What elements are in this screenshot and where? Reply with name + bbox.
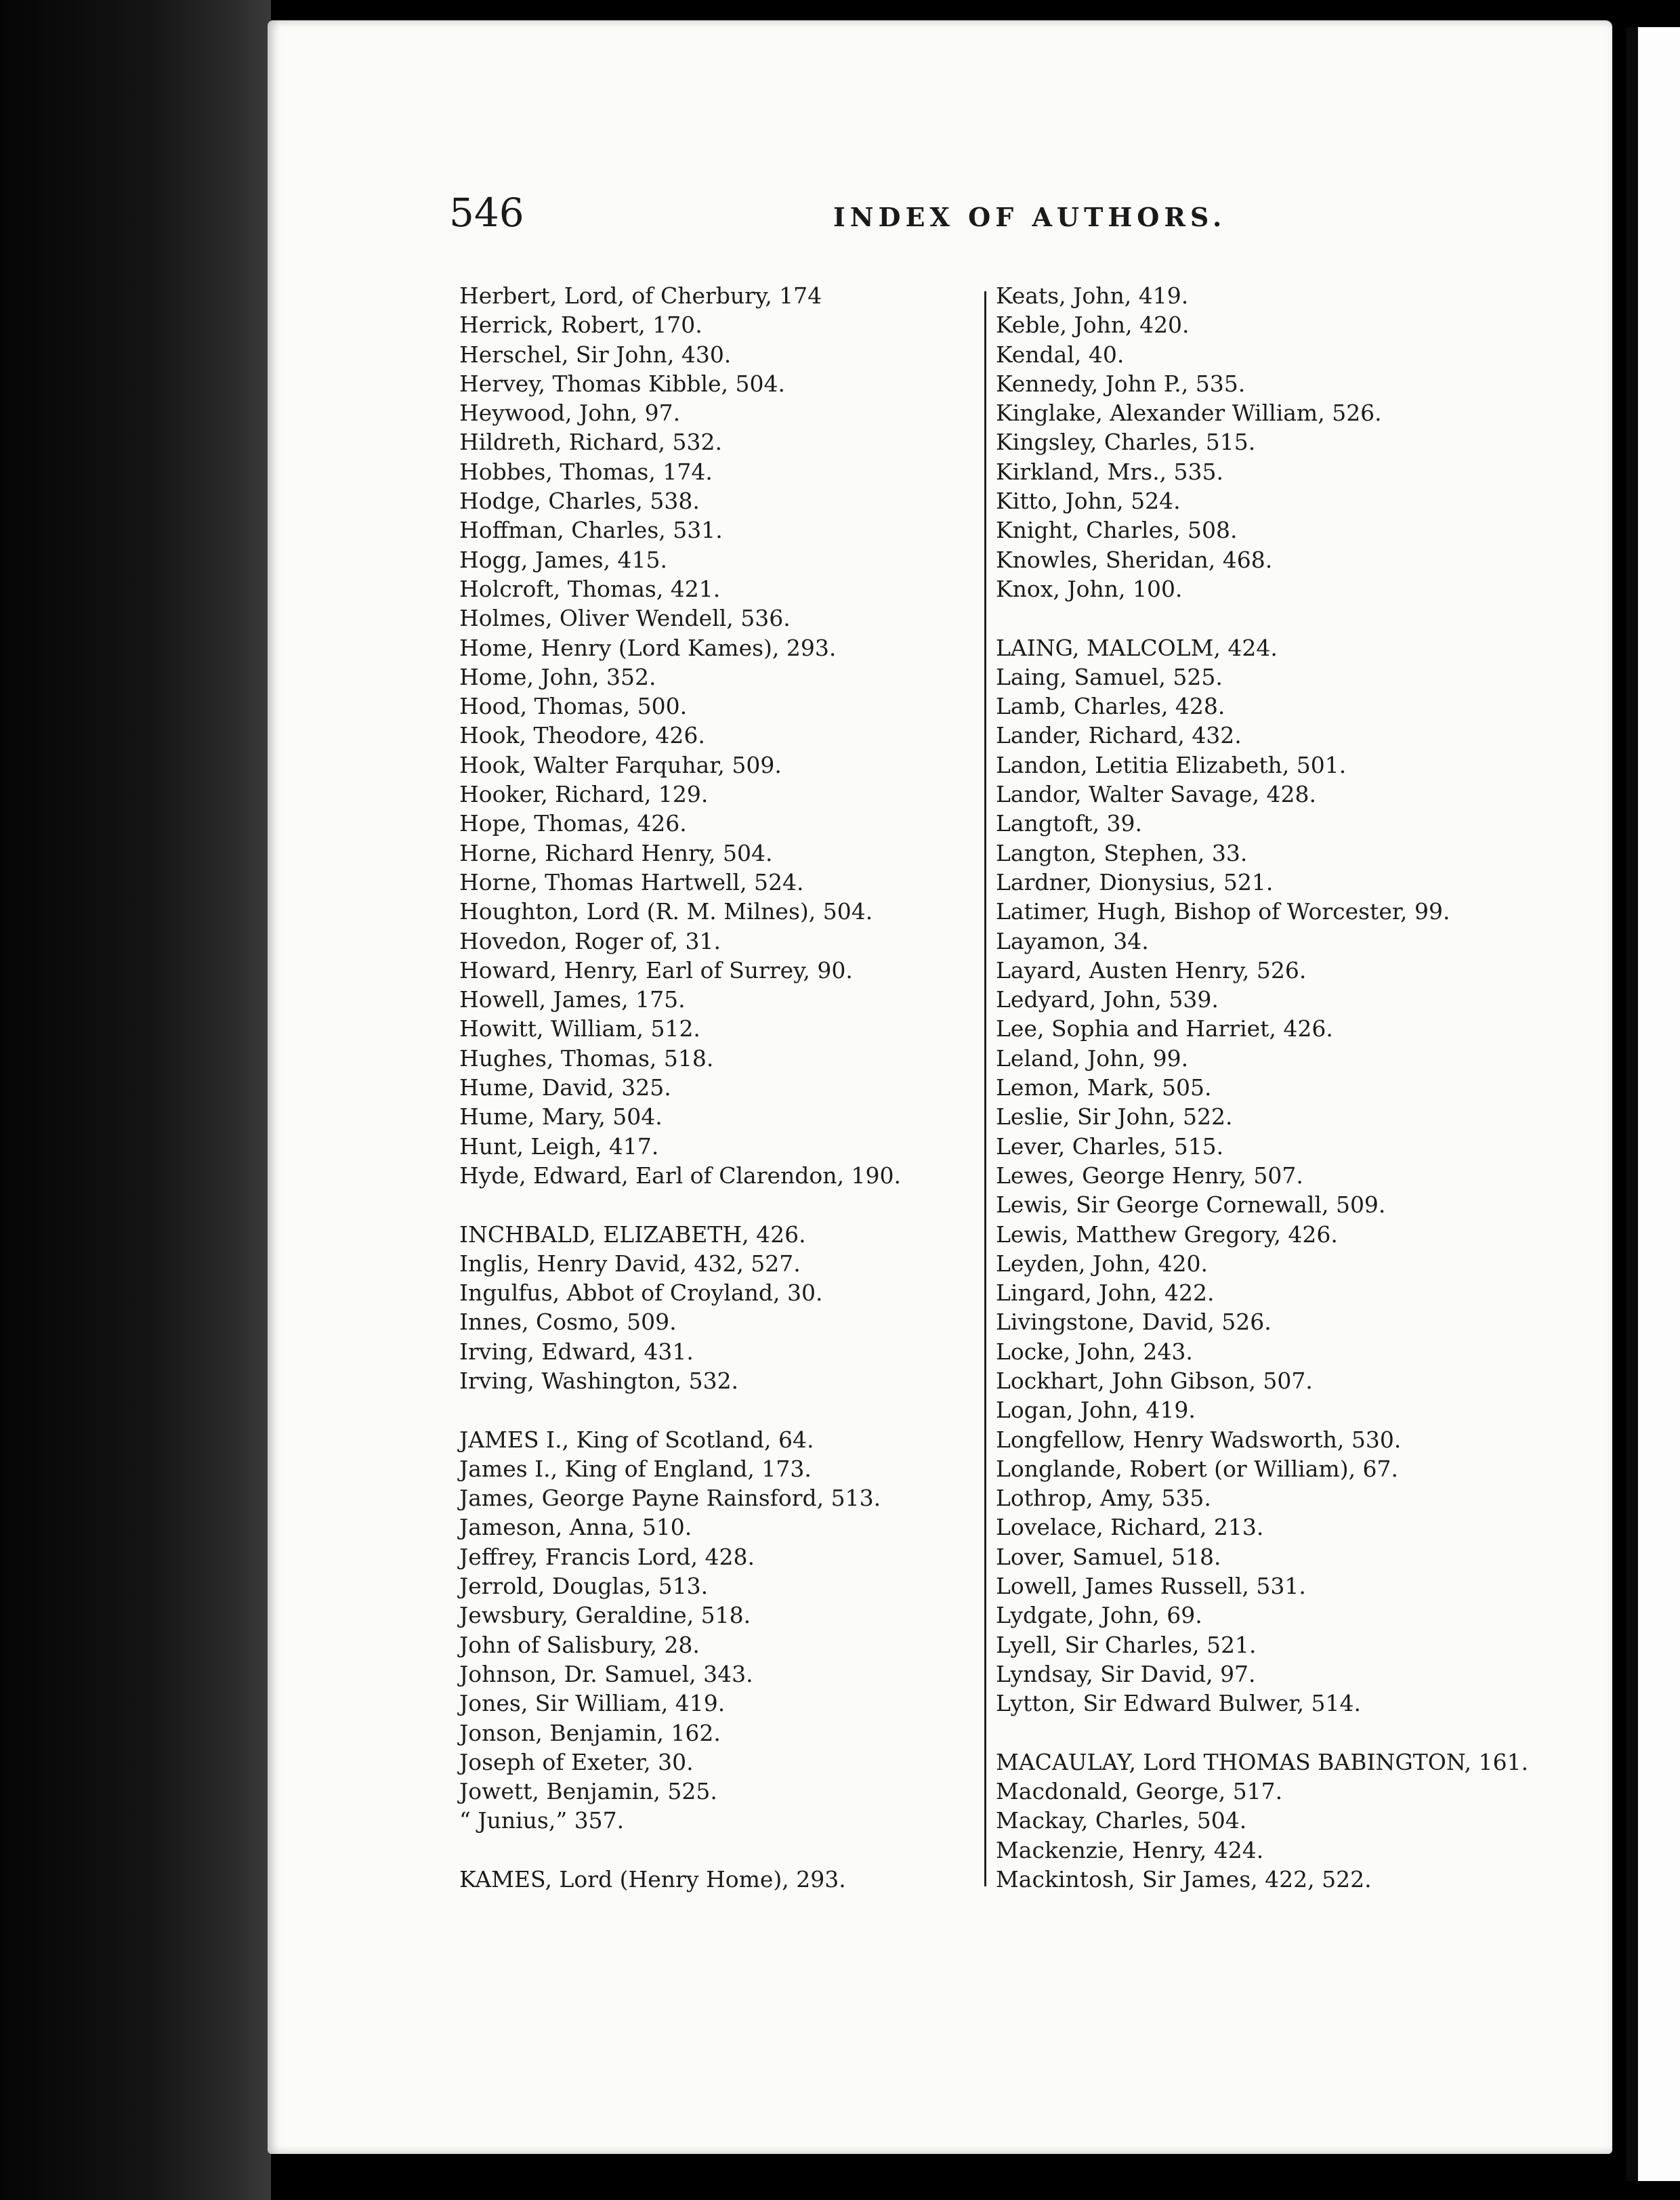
- index-entry: James, George Payne Rainsford, 513.: [459, 1485, 881, 1512]
- index-entry: Hume, Mary, 504.: [459, 1103, 663, 1130]
- index-entry: Kinglake, Alexander William, 526.: [996, 400, 1382, 427]
- index-entry: Lover, Samuel, 518.: [996, 1543, 1221, 1570]
- index-entry: Innes, Cosmo, 509.: [459, 1309, 677, 1336]
- index-entry: Herbert, Lord, of Cherbury, 174: [459, 282, 822, 309]
- index-entry: Lever, Charles, 515.: [996, 1133, 1224, 1160]
- section-gap: [459, 1836, 1001, 1865]
- index-entry: Lander, Richard, 432.: [996, 722, 1242, 749]
- index-entry: Lewes, George Henry, 507.: [996, 1162, 1303, 1189]
- section-gap: [459, 1190, 1001, 1219]
- index-entry: Joseph of Exeter, 30.: [459, 1748, 694, 1775]
- index-entry: Longfellow, Henry Wadsworth, 530.: [996, 1426, 1402, 1453]
- index-entry: Livingstone, David, 526.: [996, 1309, 1272, 1336]
- index-entry: Hooker, Richard, 129.: [459, 781, 709, 808]
- index-entry: Leyden, John, 420.: [996, 1250, 1209, 1277]
- index-entry: Kendal, 40.: [996, 341, 1125, 368]
- index-entry: INCHBALD, ELIZABETH, 426.: [459, 1221, 806, 1248]
- index-entry: Mackay, Charles, 504.: [996, 1807, 1247, 1834]
- index-entry: Houghton, Lord (R. M. Milnes), 504.: [459, 898, 873, 925]
- index-entry: Keats, John, 419.: [996, 282, 1189, 309]
- index-entry: Lothrop, Amy, 535.: [996, 1485, 1211, 1512]
- index-entry: Johnson, Dr. Samuel, 343.: [459, 1660, 753, 1687]
- index-entry: Lydgate, John, 69.: [996, 1602, 1202, 1629]
- index-entry: Howard, Henry, Earl of Surrey, 90.: [459, 956, 853, 983]
- index-entry: Leslie, Sir John, 522.: [996, 1103, 1233, 1130]
- index-entry: James I., King of England, 173.: [459, 1455, 812, 1482]
- index-entry: Hunt, Leigh, 417.: [459, 1133, 659, 1160]
- book-page: [268, 20, 1612, 2154]
- index-entry: Hodge, Charles, 538.: [459, 488, 700, 515]
- index-entry: LAING, MALCOLM, 424.: [996, 634, 1278, 661]
- index-entry: Lewis, Matthew Gregory, 426.: [996, 1221, 1338, 1248]
- index-entry: Herschel, Sir John, 430.: [459, 341, 732, 368]
- index-entry: Howitt, William, 512.: [459, 1015, 700, 1042]
- index-entry: Landor, Walter Savage, 428.: [996, 781, 1317, 808]
- index-entry: Howell, James, 175.: [459, 986, 686, 1013]
- index-entry: Jerrold, Douglas, 513.: [459, 1573, 709, 1600]
- index-entry: Hervey, Thomas Kibble, 504.: [459, 370, 786, 397]
- index-entry: Hughes, Thomas, 518.: [459, 1044, 714, 1072]
- index-entry: Langtoft, 39.: [996, 810, 1143, 837]
- index-entry: Kingsley, Charles, 515.: [996, 429, 1256, 456]
- index-entry: Hovedon, Roger of, 31.: [459, 927, 721, 954]
- index-entry: Lockhart, John Gibson, 507.: [996, 1367, 1313, 1394]
- index-entry: Horne, Richard Henry, 504.: [459, 839, 773, 866]
- index-entry: Laing, Samuel, 525.: [996, 663, 1223, 690]
- index-entry: Knox, John, 100.: [996, 575, 1183, 602]
- index-entry: Lemon, Mark, 505.: [996, 1074, 1212, 1101]
- index-entry: “ Junius,” 357.: [459, 1807, 625, 1834]
- index-entry: Lytton, Sir Edward Bulwer, 514.: [996, 1690, 1361, 1717]
- index-column-left: [459, 281, 1001, 1894]
- index-entry: Kitto, John, 524.: [996, 488, 1181, 515]
- index-entry: Irving, Edward, 431.: [459, 1338, 694, 1365]
- index-entry: Longlande, Robert (or William), 67.: [996, 1455, 1399, 1482]
- index-entry: Irving, Washington, 532.: [459, 1367, 739, 1394]
- index-entry: Jeffrey, Francis Lord, 428.: [459, 1543, 755, 1570]
- index-entry: Lardner, Dionysius, 521.: [996, 868, 1274, 895]
- index-entry: Jonson, Benjamin, 162.: [459, 1719, 721, 1746]
- index-entry: Hogg, James, 415.: [459, 546, 667, 573]
- running-head: INDEX OF AUTHORS.: [833, 202, 1227, 232]
- index-entry: Jowett, Benjamin, 525.: [459, 1778, 717, 1805]
- index-entry: Layard, Austen Henry, 526.: [996, 956, 1307, 983]
- index-entry: Jones, Sir William, 419.: [459, 1690, 726, 1717]
- index-entry: Home, Henry (Lord Kames), 293.: [459, 634, 837, 661]
- index-entry: Lyell, Sir Charles, 521.: [996, 1631, 1257, 1658]
- index-entry: Hope, Thomas, 426.: [459, 810, 687, 837]
- index-entry: Knight, Charles, 508.: [996, 517, 1238, 544]
- index-entry: Lamb, Charles, 428.: [996, 693, 1225, 720]
- section-gap: [459, 1395, 1001, 1424]
- index-entry: Inglis, Henry David, 432, 527.: [459, 1250, 801, 1277]
- index-entry: JAMES I., King of Scotland, 64.: [459, 1426, 814, 1453]
- index-entry: Mackintosh, Sir James, 422, 522.: [996, 1866, 1372, 1893]
- index-entry: Ingulfus, Abbot of Croyland, 30.: [459, 1279, 823, 1307]
- index-entry: Langton, Stephen, 33.: [996, 839, 1248, 866]
- index-entry: Hildreth, Richard, 532.: [459, 429, 722, 456]
- index-entry: Lee, Sophia and Harriet, 426.: [996, 1015, 1333, 1042]
- index-entry: Hobbes, Thomas, 174.: [459, 458, 713, 485]
- index-entry: Horne, Thomas Hartwell, 524.: [459, 868, 804, 895]
- book-binding-left: [0, 0, 271, 2200]
- index-entry: Heywood, John, 97.: [459, 400, 681, 427]
- index-entry: Knowles, Sheridan, 468.: [996, 546, 1273, 573]
- index-entry: Hume, David, 325.: [459, 1074, 671, 1101]
- index-entry: Holmes, Oliver Wendell, 536.: [459, 605, 791, 632]
- index-entry: Holcroft, Thomas, 421.: [459, 575, 721, 602]
- index-entry: KAMES, Lord (Henry Home), 293.: [459, 1866, 846, 1893]
- index-entry: Home, John, 352.: [459, 663, 656, 690]
- index-entry: Hoffman, Charles, 531.: [459, 517, 723, 544]
- book-binding-right: [1626, 27, 1680, 2181]
- section-gap: [996, 1718, 1592, 1748]
- index-entry: Leland, John, 99.: [996, 1044, 1189, 1072]
- index-entry: Mackenzie, Henry, 424.: [996, 1836, 1264, 1863]
- index-entry: Jewsbury, Geraldine, 518.: [459, 1602, 751, 1629]
- index-column-right: [996, 281, 1592, 1894]
- index-entry: Lyndsay, Sir David, 97.: [996, 1660, 1256, 1687]
- index-entry: Hood, Thomas, 500.: [459, 693, 688, 720]
- index-entry: MACAULAY, Lord THOMAS BABINGTON, 161.: [996, 1748, 1529, 1775]
- index-entry: Lovelace, Richard, 213.: [996, 1514, 1264, 1541]
- index-entry: Lingard, John, 422.: [996, 1279, 1215, 1307]
- index-entry: Lewis, Sir George Cornewall, 509.: [996, 1191, 1386, 1219]
- section-gap: [996, 604, 1592, 633]
- index-entry: Herrick, Robert, 170.: [459, 312, 702, 339]
- index-entry: Jameson, Anna, 510.: [459, 1514, 692, 1541]
- index-entry: Hook, Theodore, 426.: [459, 722, 705, 749]
- index-entry: Layamon, 34.: [996, 927, 1149, 954]
- index-entry: John of Salisbury, 28.: [459, 1631, 700, 1658]
- index-entry: Hook, Walter Farquhar, 509.: [459, 751, 782, 778]
- index-entry: Latimer, Hugh, Bishop of Worcester, 99.: [996, 898, 1450, 925]
- index-entry: Lowell, James Russell, 531.: [996, 1573, 1306, 1600]
- index-entry: Ledyard, John, 539.: [996, 986, 1219, 1013]
- index-entry: Hyde, Edward, Earl of Clarendon, 190.: [459, 1162, 901, 1189]
- index-entry: Kirkland, Mrs., 535.: [996, 458, 1224, 485]
- index-entry: Kennedy, John P., 535.: [996, 370, 1246, 397]
- index-entry: Keble, John, 420.: [996, 312, 1190, 339]
- index-entry: Locke, John, 243.: [996, 1338, 1193, 1365]
- index-entry: Macdonald, George, 517.: [996, 1778, 1283, 1805]
- page-number: 546: [449, 190, 524, 236]
- index-entry: Logan, John, 419.: [996, 1397, 1196, 1424]
- index-entry: Landon, Letitia Elizabeth, 501.: [996, 751, 1347, 778]
